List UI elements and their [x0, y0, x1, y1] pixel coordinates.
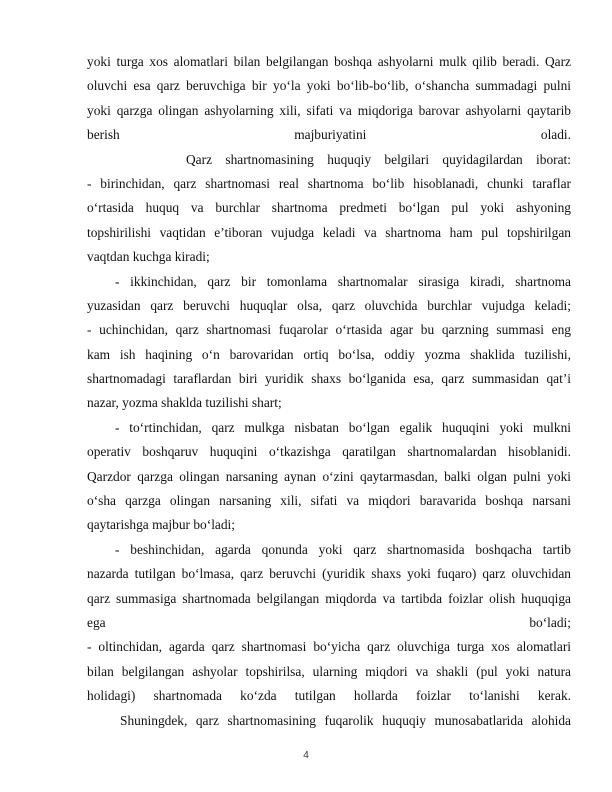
text-line: - uchinchidan, qarz shartnomasi fuqarolar o‘rtasida agar bu qarzning summasi eng	[87, 322, 571, 338]
text-line: - oltinchidan, agarda qarz shartnomasi bo‘yicha qarz oluvchiga turga xos alomatlari	[87, 639, 571, 655]
text-line: topshirilishi vaqtidan e’tiboran vujudga keladi va shartnoma ham pul topshirilgan	[87, 224, 571, 240]
page-number: 4	[303, 750, 309, 761]
text-line: yoki qarzga olingan ashyolarning xili, sifati va miqdoriga barovar ashyolarni qaytarib	[87, 102, 571, 118]
text-line: oluvchi esa qarz beruvchiga bir yo‘la yoki bo‘lib-bo‘lib, o‘shancha summadagi pulni	[87, 78, 571, 94]
text-line: - ikkinchidan, qarz bir tomonlama shartnomalar sirasiga kiradi, shartnoma	[115, 273, 571, 289]
text-line: Qarz shartnomasining huquqiy belgilari quyidagilardan iborat:	[186, 151, 571, 167]
text-line: qarz summasiga shartnomada belgilangan miqdorda va tartibda foizlar olish huquqiga	[87, 590, 571, 606]
text-line: nazarda tutilgan bo‘lmasa, qarz beruvchi (yuridik shaxs yoki fuqaro) qarz oluvchidan	[87, 566, 571, 582]
text-line: qaytarishga majbur bo‘ladi;	[87, 517, 235, 533]
body-text	[87, 50, 571, 733]
text-line: nazar, yozma shaklda tuzilishi shart;	[87, 395, 282, 411]
text-line: berish majburiyatini oladi.	[87, 127, 571, 143]
text-line: operativ boshqaruv huquqini o‘tkazishga qaratilgan shartnomalardan hisoblanidi.	[87, 444, 571, 460]
text-line: - beshinchidan, agarda qonunda yoki qarz shartnomasida boshqacha tartib	[115, 541, 571, 557]
text-line: o‘sha qarzga olingan narsaning xili, sifati va miqdori baravarida boshqa narsani	[87, 493, 571, 509]
text-line: Shuningdek, qarz shartnomasining fuqarolik huquqiy munosabatlarida alohida	[120, 712, 571, 728]
text-line: bilan belgilangan ashyolar topshirilsa, ularning miqdori va shakli (pul yoki natura	[87, 663, 571, 679]
text-line: yoki turga xos alomatlari bilan belgilangan boshqa ashyolarni mulk qilib beradi. Qarz	[87, 54, 571, 69]
text-line: shartnomadagi taraflardan biri yuridik shaxs bo‘lganida esa, qarz summasidan qat’i	[87, 371, 571, 387]
text-line: - birinchidan, qarz shartnomasi real shartnoma bo‘lib hisoblanadi, chunki taraflar	[87, 175, 571, 191]
text-line: o‘rtasida huquq va burchlar shartnoma predmeti bo‘lgan pul yoki ashyoning	[87, 200, 571, 216]
text-line: holidagi) shartnomada ko‘zda tutilgan hollarda foizlar to‘lanishi kerak.	[87, 688, 571, 704]
text-line: ega bo‘ladi;	[87, 614, 571, 630]
text-line: kam ish haqining o‘n barovaridan ortiq bo‘lsa, oddiy yozma shaklida tuzilishi,	[87, 346, 571, 362]
text-line: - to‘rtinchidan, qarz mulkga nisbatan bo‘lgan egalik huquqini yoki mulkni	[115, 419, 571, 435]
text-line: vaqtdan kuchga kiradi;	[87, 249, 210, 265]
text-line: Qarzdor qarzga olingan narsaning aynan o‘zini qaytarmasdan, balki olgan pulni yoki	[87, 468, 571, 484]
text-line: yuzasidan qarz beruvchi huquqlar olsa, qarz oluvchida burchlar vujudga keladi;	[87, 297, 571, 313]
